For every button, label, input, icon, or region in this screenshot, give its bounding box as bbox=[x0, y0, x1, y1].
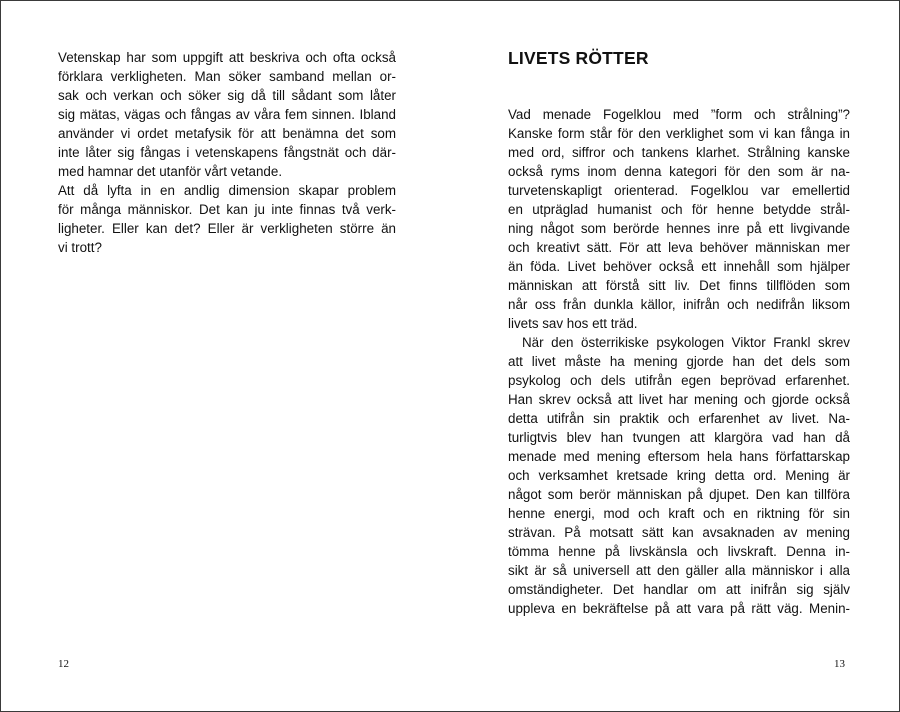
text-line: för många människor. Det kan ju inte finnas två verk- bbox=[58, 202, 396, 217]
page-number: 12 bbox=[58, 658, 69, 670]
text-line: Vad menade Fogelklou med ”form och strålning”? bbox=[508, 107, 850, 122]
left-page-text bbox=[58, 48, 396, 257]
text-line: sig mätas, vägas och fångas av våra fem sinnen. Ibland bbox=[58, 107, 396, 122]
text-line: vi trott? bbox=[58, 240, 102, 255]
text-line: turligtvis blev han tvungen att klargöra vad han då bbox=[508, 430, 850, 445]
right-page-text bbox=[508, 105, 850, 618]
text-line: också ryms inom denna kategori för den som är na- bbox=[508, 164, 850, 179]
text-line: inte låter sig fångas i vetenskapens fångstnät och där- bbox=[58, 145, 396, 160]
text-line: sikt är så universell att den gäller alla människor i alla bbox=[508, 563, 850, 578]
text-line: menade med mening eftersom hela hans författarskap bbox=[508, 449, 850, 464]
text-line: Kanske form står för den verklighet som vi kan fånga in bbox=[508, 126, 850, 141]
text-line: människan att förstå sitt liv. Det finns tillflöden som bbox=[508, 278, 850, 293]
text-line: turvetenskapligt orienterad. Fogelklou var emellertid bbox=[508, 183, 850, 198]
text-line: psykolog och dels utifrån egen beprövad erfarenhet. bbox=[508, 373, 850, 388]
text-line: förklara verkligheten. Man söker samband mellan or- bbox=[58, 69, 396, 84]
text-line: och kreativt sätt. För att leva behöver människan mer bbox=[508, 240, 850, 255]
left-page bbox=[1, 1, 450, 711]
chapter-heading: LIVETS RÖTTER bbox=[508, 48, 649, 68]
text-line: livets sav hos ett träd. bbox=[508, 316, 638, 331]
text-line: henne energi, mod och kraft och en riktning för sin bbox=[508, 506, 850, 521]
text-line: Han skrev också att livet har mening och gjorde också bbox=[508, 392, 850, 407]
text-line: använder vi ordet metafysik för att benämna det som bbox=[58, 126, 396, 141]
text-line: Vetenskap har som uppgift att beskriva och ofta också bbox=[58, 50, 396, 65]
text-line: ligheter. Eller kan det? Eller är verkligheten större än bbox=[58, 221, 396, 236]
text-line: än föda. Livet behöver också ett innehåll som hjälper bbox=[508, 259, 850, 274]
text-line: Att då lyfta in en andlig dimension skapar problem bbox=[58, 183, 396, 198]
text-line: och verksamhet kretsade kring detta ord. Mening är bbox=[508, 468, 850, 483]
text-line: med ord, siffror och tankens klarhet. Strålning kanske bbox=[508, 145, 850, 160]
text-line: med hamnar det utanför vårt vetande. bbox=[58, 164, 283, 179]
text-line: tömma henne på livskänsla och livskraft. Denna in- bbox=[508, 544, 850, 559]
text-line: ning något som berörde hennes inre på ett livgivande bbox=[508, 221, 850, 236]
text-line: att livet måste ha mening gjorde han det dels som bbox=[508, 354, 850, 369]
text-line: något som berör människan på djupet. Den kan tillföra bbox=[508, 487, 850, 502]
right-page bbox=[450, 1, 899, 711]
text-line: När den österrikiske psykologen Viktor Frankl skrev bbox=[522, 335, 850, 350]
text-line: strävan. På motsatt sätt kan avsaknaden av mening bbox=[508, 525, 850, 540]
text-line: en utpräglad humanist och för henne betydde strål- bbox=[508, 202, 850, 217]
page-number: 13 bbox=[834, 658, 845, 670]
text-line: uppleva en bekräftelse på att vara på rätt väg. Menin- bbox=[508, 601, 850, 616]
text-line: sak och verkan och söker sig då till sådant som låter bbox=[58, 88, 396, 103]
text-line: detta utifrån sin praktik och erfarenhet av livet. Na- bbox=[508, 411, 850, 426]
text-line: omständigheter. Det handlar om att inifrån sig själv bbox=[508, 582, 850, 597]
text-line: når oss från dunkla källor, inifrån och nedifrån liksom bbox=[508, 297, 850, 312]
